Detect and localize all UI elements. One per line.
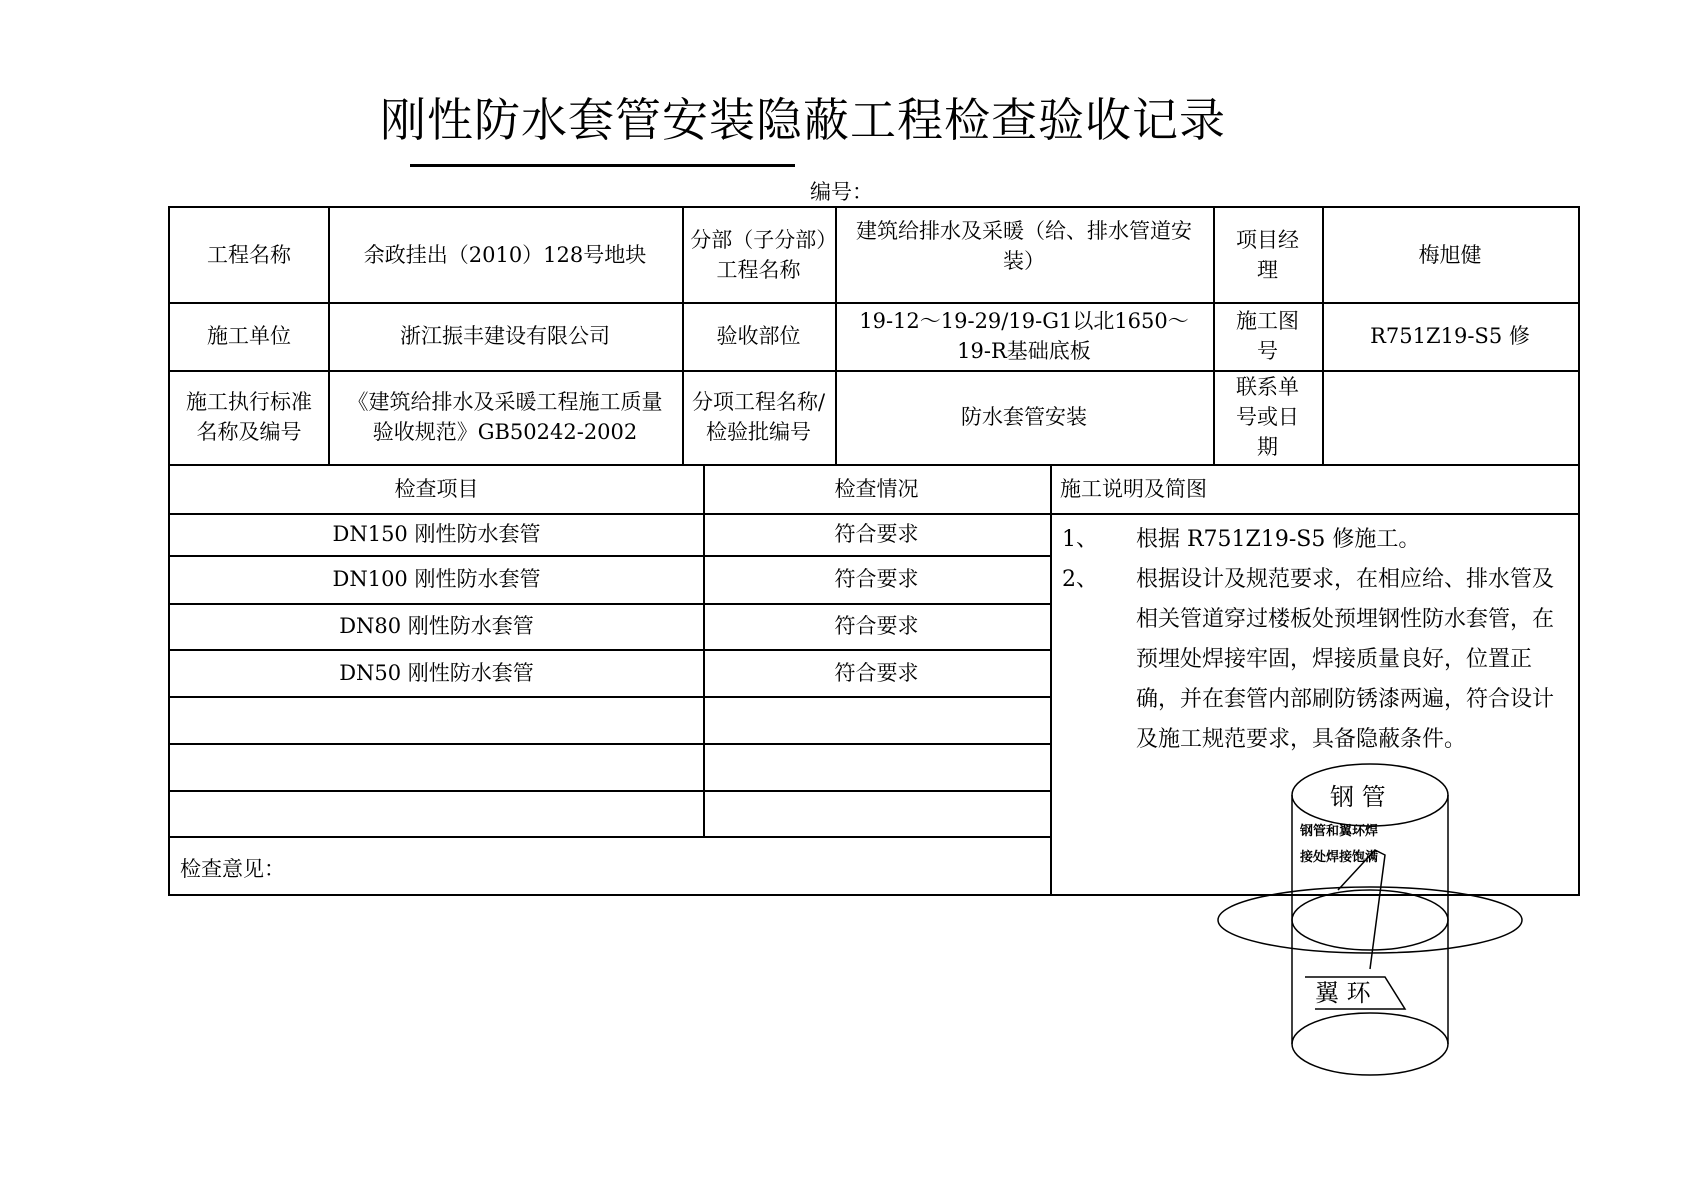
note-number: 1、 (1062, 527, 1098, 552)
contractor: 浙江振丰建设有限公司 (400, 324, 610, 348)
pipe-bottom-ellipse (1292, 1013, 1448, 1075)
row-divider (170, 743, 1050, 745)
note-text: 根据 R751Z19-S5 修施工。 (1136, 527, 1421, 552)
project-name: 余政挂出（2010）128号地块 (363, 243, 647, 267)
contact (1322, 370, 1578, 464)
sub-item: 防水套管安装 (961, 405, 1087, 429)
sub-item-label: 分项工程名称/检验批编号 (691, 390, 826, 444)
inspection-opinion-label: 检查意见： (180, 857, 285, 881)
drawing-number-label: 施工图号 (1236, 309, 1299, 363)
weld-leader-line (1338, 850, 1385, 969)
inspection-status: 符合要求 (834, 522, 919, 546)
inspection-item: DN150 刚性防水套管 (332, 522, 541, 546)
manager-label: 项目经理 (1236, 228, 1299, 282)
row-divider (170, 836, 1050, 838)
contractor-label: 施工单位 (207, 324, 291, 348)
sleeve-diagram (1205, 755, 1535, 1085)
ring-label: 翼 环 (1315, 979, 1371, 1007)
subdivision-label: 分部（子分部）工程名称 (690, 228, 827, 282)
manager: 梅旭健 (1418, 243, 1482, 267)
inspection-item: DN100 刚性防水套管 (332, 567, 541, 591)
inspection-item-header: 检查项目 (394, 476, 479, 501)
inspection-status: 符合要求 (834, 660, 919, 685)
weld-note-line1: 钢管和翼环焊 (1300, 824, 1379, 839)
standard: 《建筑给排水及采暖工程施工质量验收规范》GB50242-2002 (347, 390, 663, 444)
inspection-item: DN50 刚性防水套管 (339, 660, 534, 685)
contact-label: 联系单号或日期 (1236, 375, 1299, 459)
inspection-location-label: 验收部位 (716, 324, 801, 348)
subdivision: 建筑给排水及采暖（给、排水管道安装） (856, 219, 1192, 273)
flange-ring-outer (1218, 887, 1522, 953)
inspection-location: 19-12～19-29/19-G1以北1650～19-R基础底板 (859, 309, 1189, 363)
column-divider (1050, 464, 1052, 894)
inspection-status: 符合要求 (834, 614, 919, 638)
inspection-status: 符合要求 (834, 567, 919, 591)
weld-note-line2: 接处焊接饱满 (1300, 850, 1379, 865)
standard-label: 施工执行标准名称及编号 (186, 390, 312, 444)
title-underline (410, 164, 795, 167)
note-item (1062, 560, 1574, 760)
construction-notes (1062, 520, 1574, 760)
note-number: 2、 (1062, 567, 1098, 592)
note-item (1062, 520, 1574, 560)
inspection-item: DN80 刚性防水套管 (339, 614, 534, 638)
page-title: 刚性防水套管安装隐蔽工程检查验收记录 (380, 93, 1226, 147)
inspection-status-header: 检查情况 (834, 476, 919, 501)
drawing-number: R751Z19-S5 修 (1370, 324, 1530, 348)
note-text: 根据设计及规范要求，在相应给、排水管及相关管道穿过楼板处预埋钢性防水套管，在预埋处焊接牢固，焊接质量良好，位置正确，并在套管内部刷防锈漆两遍，符合设计及施工规范要求，具备隐蔽条件。 (1136, 567, 1555, 752)
notes-header: 施工说明及简图 (1060, 476, 1207, 501)
project-name-label: 工程名称 (207, 243, 291, 267)
row-divider (170, 696, 1050, 698)
document-number-label: 编号： (810, 180, 873, 204)
pipe-label: 钢 管 (1330, 783, 1386, 811)
row-divider (170, 790, 1050, 792)
flange-ring-inner (1292, 890, 1448, 950)
